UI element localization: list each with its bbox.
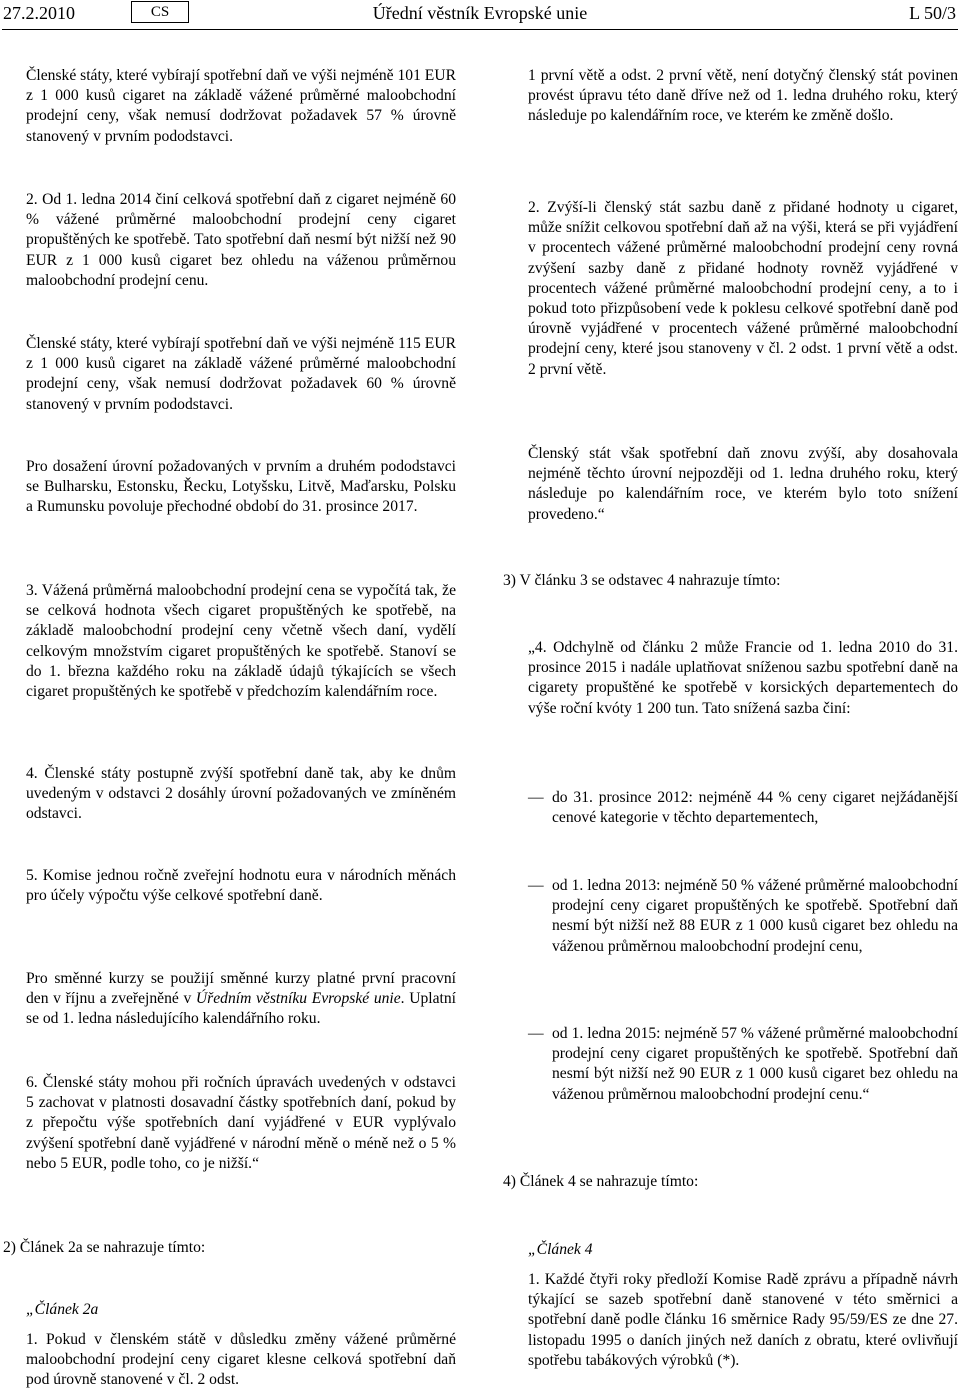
left-paragraph-12: 1. Pokud v členském státě v důsledku změny vážené průměrné maloobchodní prodejní ceny cigaret klesne celková spotřební daň pod úrovně stanovené v čl. 2 odst. [26,1331,456,1389]
journal-title: Úřední věstník Evropské unie [372,3,588,23]
right-paragraph-1: 1 první větě a odst. 2 první větě, není dotyčný členský stát povinen provést úpravu této daně dříve než od 1. ledna druhého roku, který následuje po kalendářním roce, ve kterém ke změně došlo. [528,67,958,125]
amendment-point-3: 3) V článku 3 se odstavec 4 nahrazuje tímto: [503,572,781,589]
amendment-point-4: 4) Článek 4 se nahrazuje tímto: [503,1173,699,1190]
article-2a-heading: „Článek 2a [26,1301,99,1318]
right-paragraph-2: 2. Zvýší-li členský stát sazbu daně z přidané hodnoty u cigaret, může snížit celkovou spotřební daň až na výši, která se při vyjádření v procentech vážené průměrné maloobchodní prodejní ceny rovná zvýšení sazby daně z přidané hodnoty rovněž vyjádřené v procentech vážené průměrné maloobchodní prodejní ceny, a to i pokud toto přizpůsobení vede k poklesu celkové spotřební daně pod úrovně vyjádřené v procentech vážené průměrné maloobchodní prodejní ceny, které jsou stanoveny v čl. 2 odst. 1 první větě a odst. 2 první větě. [528,199,958,378]
dash-item-1-text: do 31. prosince 2012: nejméně 44 % ceny cigaret nejžádanější cenové kategorie v těchto departementech, [552,789,958,827]
left-paragraph-4: Pro dosažení úrovní požadovaných v prvním a druhém pododstavci se Bulharsku, Estonsku, Řecku, Lotyšsku, Litvě, Maďarsku, Polsku a Rumunsku povoluje přechodné období do 31. prosince 2017. [26,458,456,516]
page-header [0,0,960,28]
amendment-point-2: 2) Článek 2a se nahrazuje tímto: [3,1239,206,1256]
left-paragraph-9: 6. Členské státy mohou při ročních úpravách uvedených v odstavci 5 zachovat v platnosti dosavadní částky spotřebních daní, pokud by z přepočtu výše spotřebních daní vyjádřené v EUR vyplývalo zvýšení spotřební daně vyjádřené v národní měně o méně než o 5 % nebo 5 EUR, podle toho, co je nižší.“ [26,1074,456,1172]
left-paragraph-6: 4. Členské státy postupně zvýší spotřební daně tak, aby ke dnům uvedeným v odstavci 2 dosáhly úrovní požadovaných ve zmíněném odstavci. [26,765,456,823]
left-paragraph-7: 5. Komise jednou ročně zveřejní hodnotu eura v národních měnách pro účely výpočtu výše celkové spotřební daně. [26,867,456,905]
dash-marker: — [528,789,544,806]
left-paragraph-1: Členské státy, které vybírají spotřební daň ve výši nejméně 101 EUR z 1 000 kusů cigaret na základě vážené průměrné maloobchodní prodejní ceny, však nemusí dodržovat požadavek 57 % úrovně stanovený v prvním pododstavci. [26,67,456,145]
article-4-heading: „Článek 4 [528,1241,593,1258]
left-paragraph-2: 2. Od 1. ledna 2014 činí celková spotřební daň z cigaret nejméně 60 % vážené průměrné maloobchodní prodejní ceny cigaret propuštěných ke spotřebě. Tato spotřební daň nesmí být nižší než 90 EUR z 1 000 kusů cigaret bez ohledu na váženou průměrnou maloobchodní prodejní cenu. [26,191,456,289]
page-number: L 50/3 [909,3,956,23]
publication-date: 27.2.2010 [3,3,75,23]
left-paragraph-5: 3. Vážená průměrná maloobchodní prodejní cena se vypočítá tak, že se celková hodnota všech cigaret propuštěných ke spotřebě, na základě maloobchodní prodejní ceny včetně všech daní, vydělí celkovým množstvím cigaret propuštěných ke spotřebě. Stanoví se do 1. března každého roku na základě údajů týkajících se všech cigaret propuštěných ke spotřebě v předchozím kalendářním roce. [26,582,456,701]
journal-reference: Úředním věstníku Evropské unie [195,990,401,1008]
dash-marker: — [528,1025,544,1042]
dash-item-2-text: od 1. ledna 2013: nejméně 50 % vážené průměrné maloobchodní prodejní ceny cigaret propuštěných ke spotřebě. Spotřební daň nesmí být nižší než 88 EUR z 1 000 kusů cigaret bez ohledu na váženou průměrnou maloobchodní prodejní cenu, [552,877,958,955]
dash-item-3 [528,1024,958,1105]
left-paragraph-8-a: Pro směnné kurzy se použijí směnné kurzy platné první pracovní den v říjnu a zveřejněné v [26,970,456,1008]
right-paragraph-5: „4. Odchylně od článku 2 může Francie od 1. ledna 2010 do 31. prosince 2015 i nadále uplatňovat sníženou sazbu spotřební daně na cigarety propuštěné ke spotřebě v korsických departementech do výše roční kvóty 1 200 tun. Tato snížená sazba činí: [528,639,958,717]
dash-item-3-text: od 1. ledna 2015: nejméně 57 % vážené průměrné maloobchodní prodejní ceny cigaret propuštěných ke spotřebě. Spotřební daň nesmí být nižší než 90 EUR z 1 000 kusů cigaret bez ohledu na váženou průměrnou maloobchodní prodejní cenu.“ [552,1025,958,1103]
right-paragraph-8: 1. Každé čtyři roky předloží Komise Radě zprávu a případně návrh týkající se sazeb spotřební daně stanovené v této směrnici a spotřební daně podle článku 16 směrnice Rady 95/59/ES ze dne 27. listopadu 1995 o daních jiných než daních z obratu, které ovlivňují spotřebu tabákových výrobků (*). [528,1271,958,1369]
right-paragraph-3: Členský stát však spotřební daň znovu zvýší, aby dosahovala nejméně těchto úrovní nejpozději od 1. ledna druhého roku, který následuje po kalendářním roce, ve kterém bylo toto snížení provedeno.“ [528,445,958,523]
left-paragraph-8-c: . Uplatní se od 1. ledna následujícího kalendářního roku. [26,990,456,1028]
header-rule [2,29,958,30]
dash-item-1 [528,788,958,828]
left-paragraph-8 [26,969,456,1030]
left-paragraph-3: Členské státy, které vybírají spotřební daň ve výši nejméně 115 EUR z 1 000 kusů cigaret na základě vážené průměrné maloobchodní prodejní ceny, však nemusí dodržovat požadavek 60 % úrovně stanovený v prvním pododstavci. [26,335,456,413]
language-badge: CS [131,1,189,23]
dash-item-2 [528,876,958,957]
dash-marker: — [528,877,544,894]
